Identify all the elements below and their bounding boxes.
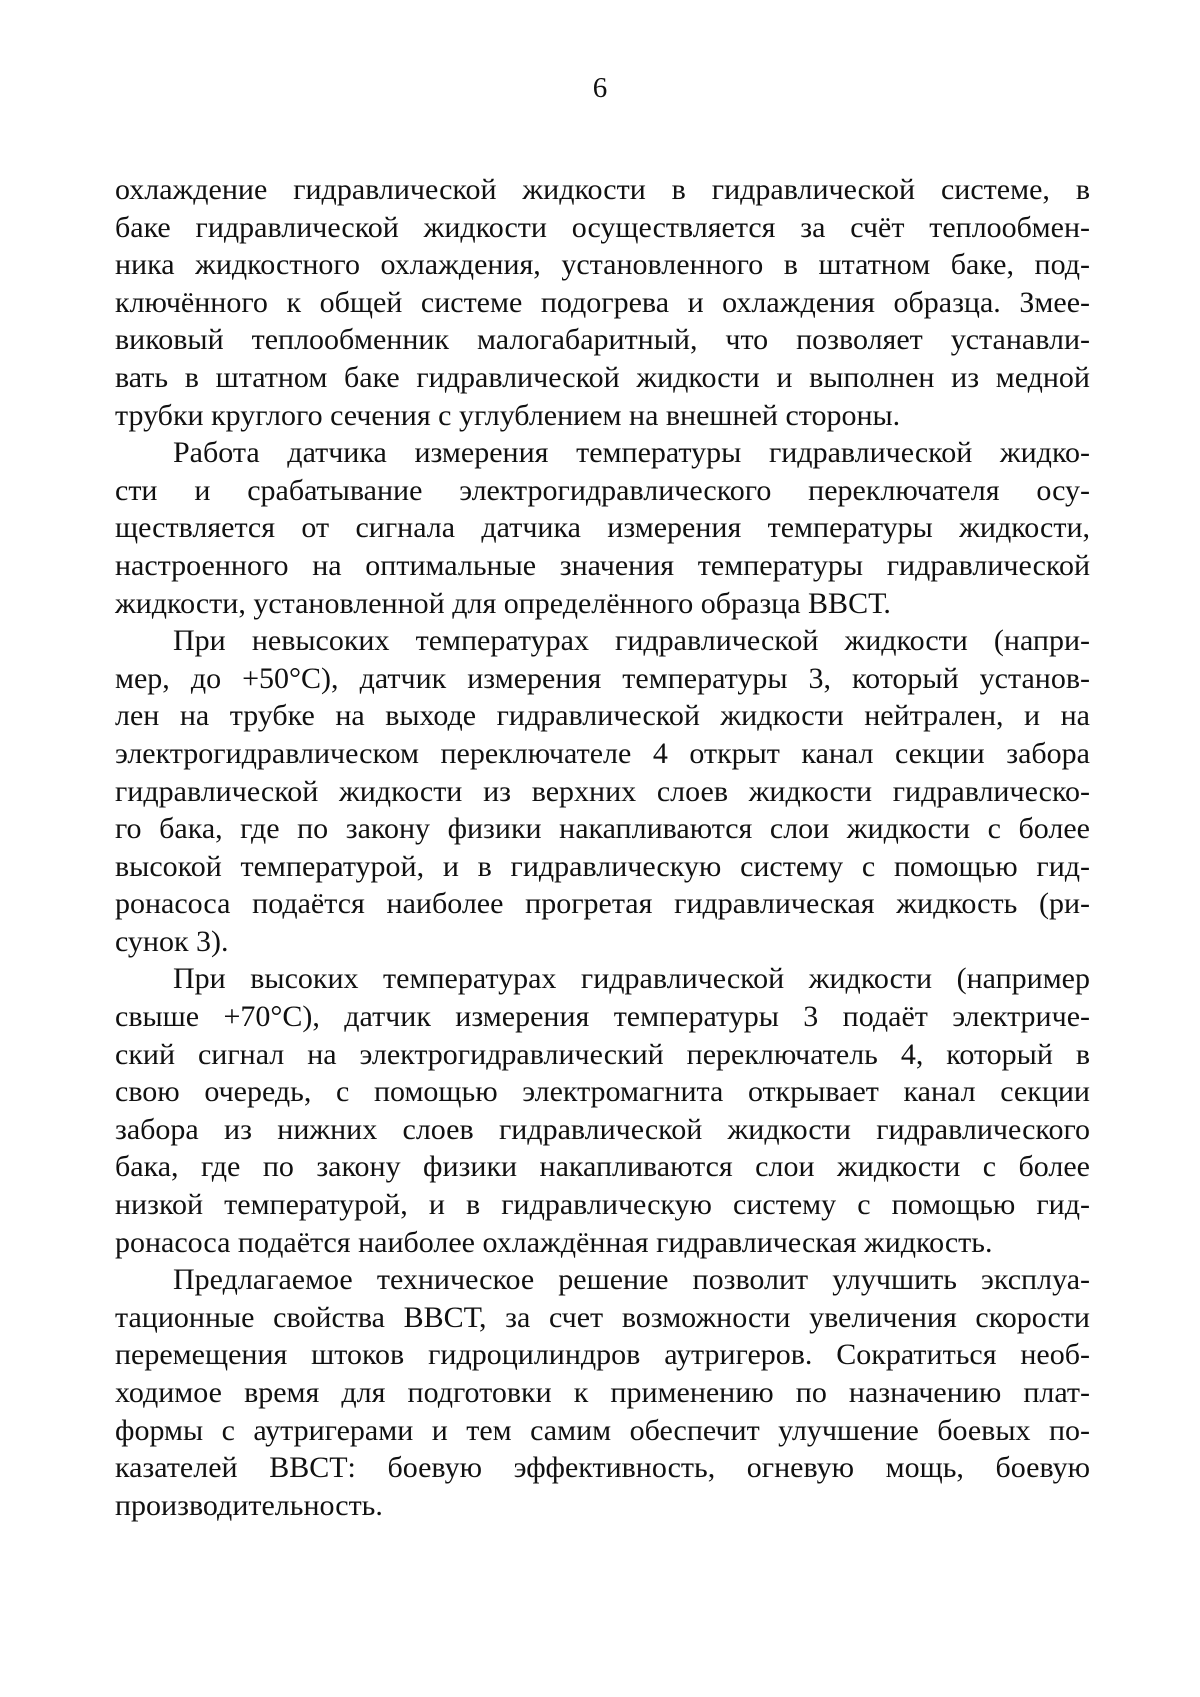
text-line: гидравлической жидкости из верхних слоев жидкости гидравлическо- (115, 774, 1090, 808)
paragraph-1 (115, 171, 1090, 434)
text-line: Предлагаемое техническое решение позволит улучшить эксплуа- (173, 1263, 1090, 1297)
text-line: высокой температурой, и в гидравлическую систему с помощью гид- (115, 849, 1090, 883)
text-line: производительность. (115, 1488, 383, 1522)
text-line: электрогидравлическом переключателе 4 открыт канал секции забора (115, 736, 1090, 770)
text-line: забора из нижних слоев гидравлической жидкости гидравлического (115, 1112, 1090, 1146)
text-line: трубки круглого сечения с углублением на внешней стороны. (115, 398, 901, 432)
body-text (115, 171, 1090, 1524)
text-line: формы с аутригерами и тем самим обеспечит улучшение боевых по- (115, 1413, 1090, 1447)
text-line: ника жидкостного охлаждения, установленного в штатном баке, под- (115, 248, 1090, 282)
text-line: сунок 3). (115, 924, 229, 958)
paragraph-5 (115, 1261, 1090, 1524)
text-line: охлаждение гидравлической жидкости в гидравлической системе, в (115, 173, 1090, 206)
text-line: ский сигнал на электрогидравлический переключатель 4, который в (115, 1037, 1090, 1071)
page-number: 6 (592, 72, 608, 104)
text-line: ходимое время для подготовки к применению по назначению плат- (115, 1376, 1090, 1409)
text-line: Работа датчика измерения температуры гидравлической жидко- (173, 436, 1090, 470)
paragraph-2 (115, 434, 1090, 622)
text-line: го бака, где по закону физики накапливаются слои жидкости с более (115, 812, 1090, 846)
text-line: казателей ВВСТ: боевую эффективность, огневую мощь, боевую (115, 1451, 1090, 1485)
text-line: свыше +70°С), датчик измерения температуры 3 подаёт электриче- (115, 1000, 1090, 1034)
text-line: ключённого к общей системе подогрева и охлаждения образца. Змее- (115, 285, 1090, 319)
text-line: свою очередь, с помощью электромагнита открывает канал секции (115, 1075, 1090, 1109)
text-line: лен на трубке на выходе гидравлической жидкости нейтрален, и на (115, 699, 1090, 733)
text-line: бака, где по закону физики накапливаются слои жидкости с более (115, 1150, 1090, 1184)
paragraph-3 (115, 622, 1090, 960)
text-line: При невысоких температурах гидравлической жидкости (напри- (173, 624, 1090, 658)
text-line: При высоких температурах гидравлической жидкости (например (173, 962, 1090, 996)
text-line: ществляется от сигнала датчика измерения температуры жидкости, (115, 511, 1090, 545)
text-line: мер, до +50°С), датчик измерения температуры 3, который установ- (115, 661, 1090, 695)
paragraph-4 (115, 960, 1090, 1261)
text-line: низкой температурой, и в гидравлическую систему с помощью гид- (115, 1188, 1090, 1222)
text-line: виковый теплообменник малогабаритный, что позволяет устанавли- (115, 323, 1090, 357)
text-line: баке гидравлической жидкости осуществляется за счёт теплообмен- (115, 210, 1090, 244)
text-line: перемещения штоков гидроцилиндров аутригеров. Сократиться необ- (115, 1338, 1090, 1372)
text-line: тационные свойства ВВСТ, за счет возможности увеличения скорости (115, 1300, 1090, 1334)
text-line: настроенного на оптимальные значения температуры гидравлической (115, 548, 1090, 582)
text-line: вать в штатном баке гидравлической жидкости и выполнен из медной (115, 360, 1090, 394)
text-line: сти и срабатывание электрогидравлического переключателя осу- (115, 473, 1090, 507)
text-line: ронасоса подаётся наиболее охлаждённая гидравлическая жидкость. (115, 1225, 993, 1259)
text-line: жидкости, установленной для определённого образца ВВСТ. (115, 586, 891, 620)
text-line: ронасоса подаётся наиболее прогретая гидравлическая жидкость (ри- (115, 887, 1090, 921)
